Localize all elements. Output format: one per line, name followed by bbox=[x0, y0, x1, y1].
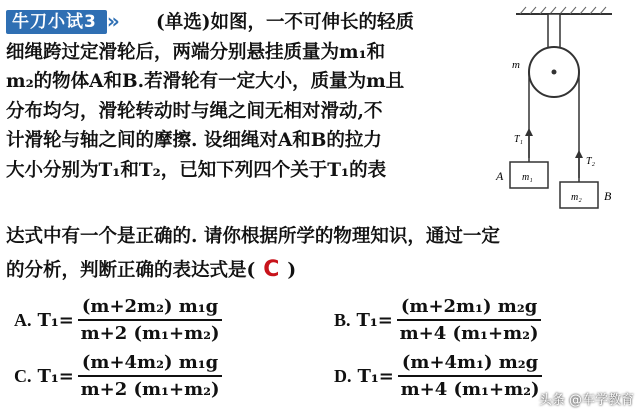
box-b-label: B bbox=[604, 189, 612, 203]
option-a-fraction: $\frac{\text{(m+2m₂) m₁g}}{\text{m+2 (m₁+m₂)}}$ bbox=[78, 296, 222, 344]
question-line-6: 大小分别为T₁和T₂，已知下列四个关于T₁的表 bbox=[6, 159, 387, 181]
question-line-1: (单选)如图，一不可伸长的轻质 bbox=[156, 12, 415, 33]
question-line-3: m₂的物体A和B.若滑轮有一定大小，质量为m且 bbox=[6, 71, 405, 93]
box-b-mass: m₂ bbox=[571, 192, 582, 203]
t2-arrow bbox=[575, 150, 583, 178]
option-b-fraction: $\frac{\text{(m+2m₁) m₂g}}{\text{m+4 (m₁+m₂)}}$ bbox=[397, 296, 541, 344]
problem-badge: 牛刀小试3 » bbox=[6, 10, 107, 34]
box-a-label: A bbox=[496, 169, 504, 183]
watermark: 头条 @车学教育 bbox=[538, 393, 634, 408]
answer-mark: C bbox=[263, 257, 280, 282]
pulley-diagram bbox=[496, 4, 636, 214]
t2-label: T₂ bbox=[586, 156, 596, 167]
option-c-fraction: $\frac{\text{(m+4m₂) m₁g}}{\text{m+2 (m₁+m₂)}}$ bbox=[78, 352, 222, 400]
option-d: D. T₁= $\frac{\text{(m+4m₁) m₂g}}{\text{m+4 (m₁+m₂)}}$ bbox=[334, 352, 542, 400]
option-a: A. T₁= $\frac{\text{(m+2m₂) m₁g}}{\text{m+2 (m₁+m₂)}}$ bbox=[14, 296, 222, 344]
question-line-4: 分布均匀，滑轮转动时与绳之间无相对滑动,不 bbox=[6, 100, 383, 122]
question-line-2: 细绳跨过定滑轮后，两端分别悬挂质量为m₁和 bbox=[6, 41, 386, 63]
t1-label: T₁ bbox=[514, 134, 524, 145]
option-c: C. T₁= $\frac{\text{(m+4m₂) m₁g}}{\text{m+2 (m₁+m₂)}}$ bbox=[14, 352, 222, 400]
question-text bbox=[6, 8, 506, 186]
option-b: B. T₁= $\frac{\text{(m+2m₁) m₂g}}{\text{m+4 (m₁+m₂)}}$ bbox=[334, 296, 541, 344]
question-line-7: 达式中有一个是正确的. 请你根据所学的物理知识，通过一定 bbox=[6, 226, 500, 247]
question-line-8: 的分析，判断正确的表达式是( C ) bbox=[6, 257, 297, 282]
pulley-axle bbox=[552, 70, 557, 75]
question-line-5: 计滑轮与轴之间的摩擦. 设细绳对A和B的拉力 bbox=[6, 130, 382, 152]
ceiling bbox=[516, 7, 612, 14]
option-d-fraction: $\frac{\text{(m+4m₁) m₂g}}{\text{m+4 (m₁+m₂)}}$ bbox=[398, 352, 542, 400]
pulley-mass-label: m bbox=[512, 59, 520, 71]
t1-arrow bbox=[525, 128, 533, 158]
box-a-mass: m₁ bbox=[522, 172, 533, 183]
